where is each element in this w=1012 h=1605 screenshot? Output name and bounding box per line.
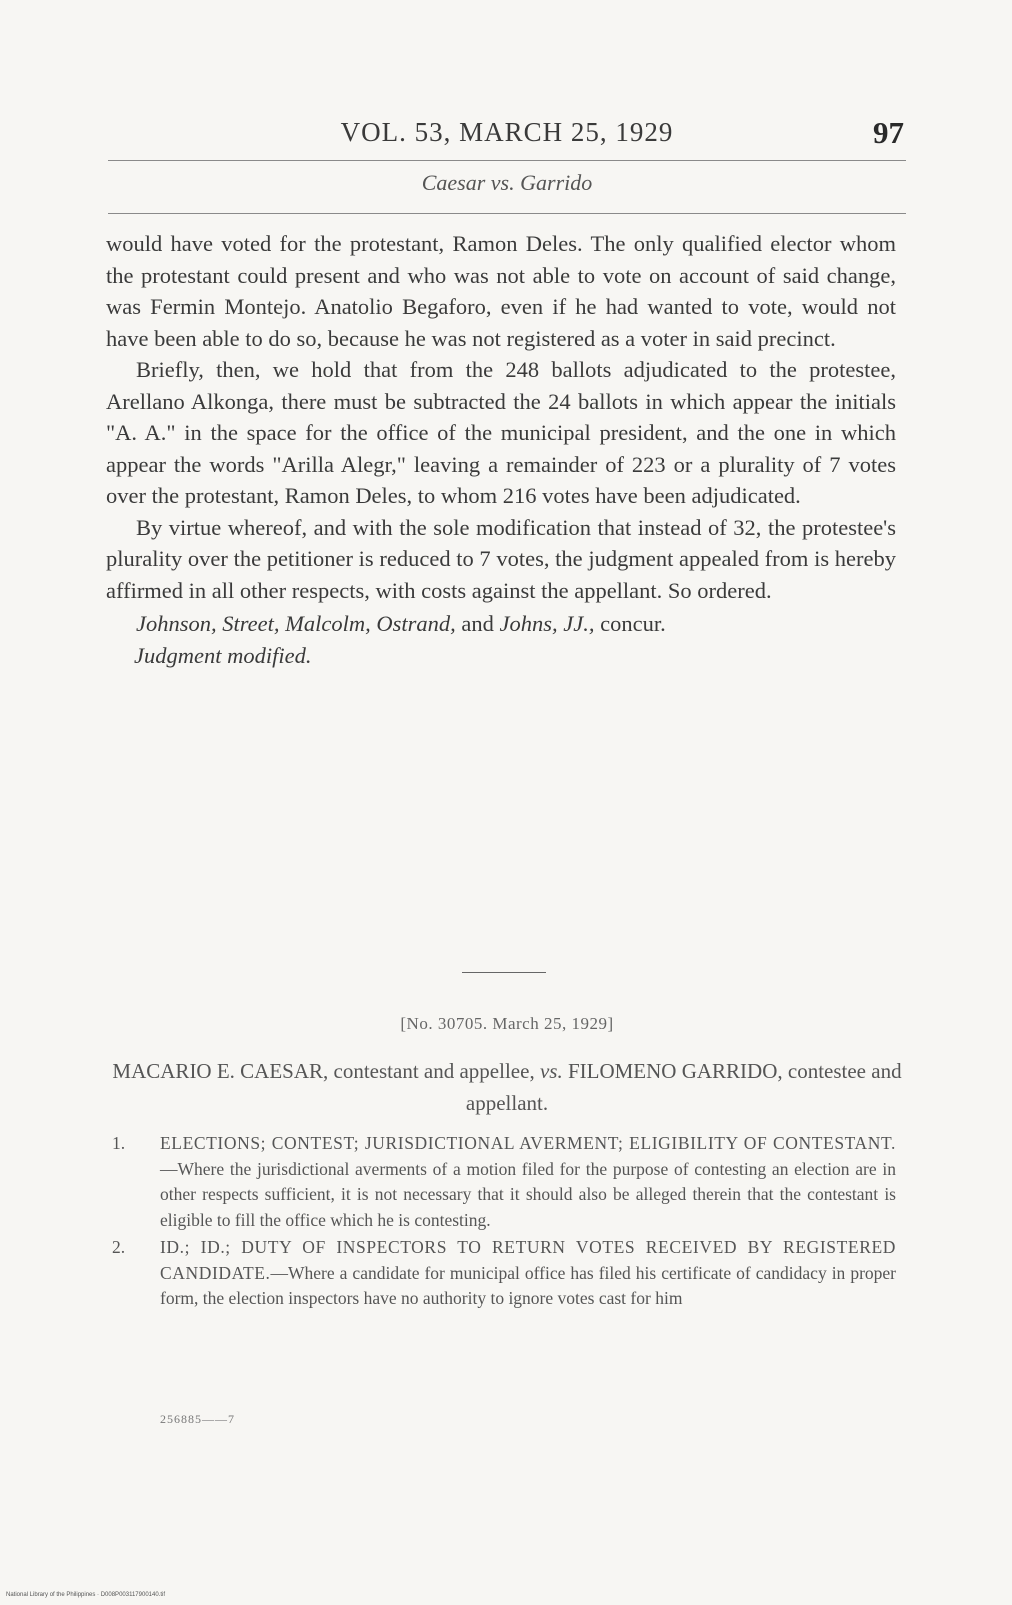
concur-word: concur.: [600, 611, 666, 636]
syllabus-heading: ELECTIONS; CONTEST; JURISDICTIONAL AVERMENT; ELIGIBILITY OF CONTESTANT.: [160, 1133, 896, 1153]
syllabus-text: —Where the jurisdictional averments of a motion filed for the purpose of contesting an election are in other respects sufficient, it is not necessary that it should also be alleged therein that the contestant is eligible to fill the office which he is contesting.: [160, 1158, 896, 1230]
printer-signature: 256885——7: [160, 1412, 235, 1426]
syllabus-text: —Where a candidate for municipal office has filed his certificate of candidacy in proper form, the election inspectors have no authority to ignore votes cast for him: [160, 1262, 896, 1308]
paragraph-1: would have voted for the protestant, Ramon Deles. The only qualified elector whom the protestant could present and who was not able to vote on account of said change, was Fermin Montejo. Anatolio Begaforo, even if he had wanted to vote, would not have been able to do so, because he was not registered as a voter in said precinct.: [106, 231, 896, 351]
syllabus-number: 2.: [112, 1237, 126, 1257]
page-number: 97: [873, 115, 904, 150]
paragraph-2: Briefly, then, we hold that from the 248 ballots adjudicated to the protestee, Arellano Alkonga, there must be subtracted the 24 ballots in which appear the initials "A. A." in the space for the office of the municipal president, and the one in which appear the words "Arilla Alegr," leaving a remainder of 223 or a plurality of 7 votes over the protestant, Ramon Deles, to whom 216 votes have been adjudicated.: [106, 357, 896, 508]
disposition: [106, 640, 896, 672]
concurring-justice-johns: Johns, JJ.,: [499, 611, 595, 636]
concur-and: and: [461, 611, 494, 636]
syllabus-heading: ID.; ID.; DUTY OF INSPECTORS TO RETURN VOTES RECEIVED BY REGISTERED CANDIDATE.: [160, 1237, 896, 1283]
scan-footer: National Library of the Philippines · D008P003117900140.tif: [6, 1592, 165, 1598]
syllabus-item: [112, 1235, 896, 1312]
docket-number: [No. 30705. March 25, 1929]: [400, 1014, 614, 1033]
concurrence-line: [106, 608, 896, 640]
case-divider: [462, 972, 546, 973]
disposition-text: Judgment modified.: [134, 642, 312, 668]
running-head: VOL. 53, MARCH 25, 1929: [340, 117, 674, 147]
header-rule-top: [108, 160, 906, 161]
party-contestee: FILOMENO GARRIDO,: [567, 1059, 783, 1083]
syllabus-number: 1.: [112, 1133, 126, 1153]
case-caption: Caesar vs. Garrido: [421, 170, 593, 195]
concurring-justices: Johnson, Street, Malcolm, Ostrand,: [136, 611, 456, 636]
syllabus: [112, 1131, 896, 1314]
page-header: [108, 113, 906, 153]
party-contestant: MACARIO E. CAESAR,: [112, 1059, 329, 1083]
body-text: [106, 228, 896, 671]
case-parties: [108, 1055, 906, 1119]
party-contestant-role: contestant and appellee,: [333, 1059, 535, 1083]
versus: vs.: [539, 1059, 563, 1083]
header-rule-bottom: [108, 213, 906, 214]
party-contestee-role: contestee and appellant.: [465, 1059, 902, 1115]
syllabus-item: [112, 1131, 896, 1233]
paragraph-3: By virtue whereof, and with the sole modification that instead of 32, the protestee's plurality over the petitioner is reduced to 7 votes, the judgment appealed from is hereby affirmed in all other respects, with costs against the appellant. So ordered.: [106, 514, 896, 603]
